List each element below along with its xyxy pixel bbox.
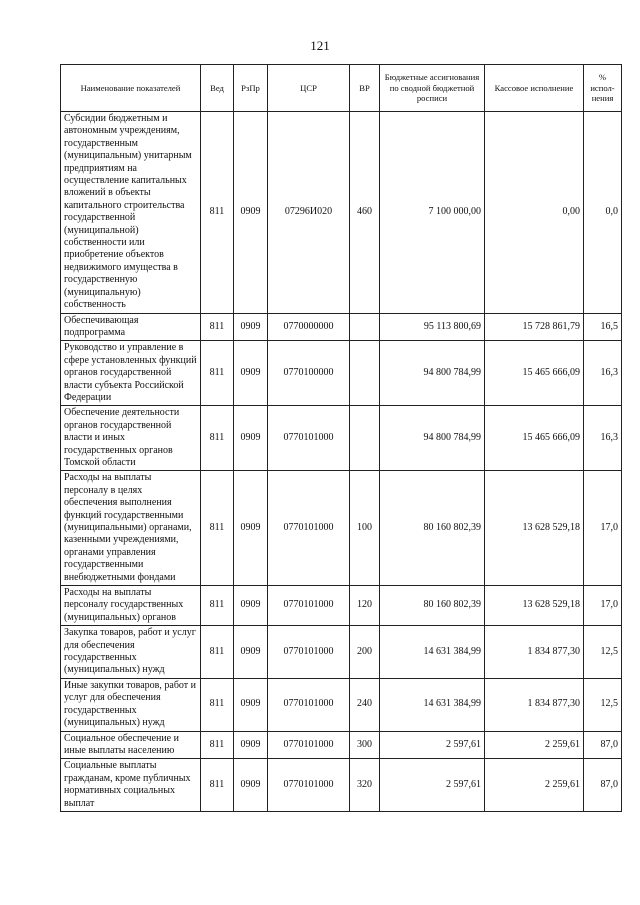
row-name: Расходы на выплаты персоналу государственных (муниципальных) органов (61, 586, 201, 626)
row-vr: 460 (350, 112, 380, 314)
row-rzpr: 0909 (234, 731, 268, 759)
row-csr: 0770101000 (268, 759, 350, 812)
budget-execution-table (60, 64, 622, 812)
row-csr: 0770101000 (268, 678, 350, 731)
row-ved: 811 (201, 313, 234, 341)
table-row (61, 471, 622, 586)
row-rzpr: 0909 (234, 471, 268, 586)
row-csr: 0770000000 (268, 313, 350, 341)
row-budget: 94 800 784,99 (380, 341, 485, 406)
table-row (61, 626, 622, 679)
row-execution: 15 465 666,09 (485, 341, 584, 406)
row-rzpr: 0909 (234, 678, 268, 731)
row-ved: 811 (201, 471, 234, 586)
table-row (61, 586, 622, 626)
col-header-rzpr: РзПр (234, 65, 268, 112)
table-row (61, 406, 622, 471)
row-csr: 0770101000 (268, 471, 350, 586)
row-csr: 0770101000 (268, 626, 350, 679)
row-execution: 15 728 861,79 (485, 313, 584, 341)
row-name: Обеспечивающая подпрограмма (61, 313, 201, 341)
row-percent: 16,3 (584, 406, 622, 471)
row-ved: 811 (201, 678, 234, 731)
row-name: Расходы на выплаты персоналу в целях обеспечения выполнения функций государственными (муниципальными) органами, казенными учреждениями, органами управления государственными внебюджетными фондами (61, 471, 201, 586)
row-budget: 94 800 784,99 (380, 406, 485, 471)
row-vr (350, 341, 380, 406)
row-csr: 0770101000 (268, 406, 350, 471)
row-ved: 811 (201, 586, 234, 626)
row-budget: 14 631 384,99 (380, 678, 485, 731)
row-csr: 0770100000 (268, 341, 350, 406)
row-vr: 200 (350, 626, 380, 679)
table-header-row (61, 65, 622, 112)
row-csr: 0770101000 (268, 586, 350, 626)
row-name: Субсидии бюджетным и автономным учреждениям, государственным (муниципальным) унитарным предприятиям на осуществление капитальных вложений в объекты капитального строительства государственной (муниципальной) собственности или приобретение объектов недвижимого имущества в государственную (муниципальную) собственность (61, 112, 201, 314)
col-header-vr: ВР (350, 65, 380, 112)
row-rzpr: 0909 (234, 759, 268, 812)
row-vr: 300 (350, 731, 380, 759)
row-execution: 2 259,61 (485, 731, 584, 759)
table-row (61, 759, 622, 812)
row-budget: 95 113 800,69 (380, 313, 485, 341)
table-row (61, 313, 622, 341)
row-vr: 240 (350, 678, 380, 731)
row-name: Закупка товаров, работ и услуг для обеспечения государственных (муниципальных) нужд (61, 626, 201, 679)
row-budget: 80 160 802,39 (380, 471, 485, 586)
table-row (61, 112, 622, 314)
row-percent: 87,0 (584, 731, 622, 759)
row-percent: 0,0 (584, 112, 622, 314)
row-execution: 13 628 529,18 (485, 586, 584, 626)
row-execution: 13 628 529,18 (485, 471, 584, 586)
row-percent: 17,0 (584, 471, 622, 586)
row-budget: 7 100 000,00 (380, 112, 485, 314)
col-header-percent: % испол-нения (584, 65, 622, 112)
row-name: Социальное обеспечение и иные выплаты населению (61, 731, 201, 759)
row-vr: 100 (350, 471, 380, 586)
row-percent: 12,5 (584, 678, 622, 731)
col-header-csr: ЦСР (268, 65, 350, 112)
row-budget: 2 597,61 (380, 731, 485, 759)
col-header-execution: Кассовое исполнение (485, 65, 584, 112)
row-rzpr: 0909 (234, 313, 268, 341)
row-ved: 811 (201, 626, 234, 679)
row-rzpr: 0909 (234, 586, 268, 626)
row-name: Социальные выплаты гражданам, кроме публичных нормативных социальных выплат (61, 759, 201, 812)
row-ved: 811 (201, 406, 234, 471)
row-rzpr: 0909 (234, 341, 268, 406)
row-percent: 12,5 (584, 626, 622, 679)
row-budget: 14 631 384,99 (380, 626, 485, 679)
row-name: Обеспечение деятельности органов государственной власти и иных государственных органов Томской области (61, 406, 201, 471)
row-vr (350, 313, 380, 341)
row-execution: 0,00 (485, 112, 584, 314)
table-row (61, 731, 622, 759)
table-row (61, 678, 622, 731)
table-row (61, 341, 622, 406)
row-rzpr: 0909 (234, 626, 268, 679)
row-ved: 811 (201, 731, 234, 759)
row-rzpr: 0909 (234, 112, 268, 314)
row-percent: 17,0 (584, 586, 622, 626)
col-header-name: Наименование показателей (61, 65, 201, 112)
row-vr (350, 406, 380, 471)
row-vr: 120 (350, 586, 380, 626)
row-ved: 811 (201, 759, 234, 812)
row-ved: 811 (201, 341, 234, 406)
row-execution: 2 259,61 (485, 759, 584, 812)
row-name: Иные закупки товаров, работ и услуг для обеспечения государственных (муниципальных) нужд (61, 678, 201, 731)
row-percent: 16,3 (584, 341, 622, 406)
page-number: 121 (310, 38, 330, 53)
row-name: Руководство и управление в сфере установленных функций органов государственной власти субъекта Российской Федерации (61, 341, 201, 406)
row-csr: 0770101000 (268, 731, 350, 759)
col-header-ved: Вед (201, 65, 234, 112)
row-execution: 1 834 877,30 (485, 678, 584, 731)
row-csr: 07296И020 (268, 112, 350, 314)
col-header-budget: Бюджетные ассигнования по сводной бюджетной росписи (380, 65, 485, 112)
row-percent: 16,5 (584, 313, 622, 341)
row-rzpr: 0909 (234, 406, 268, 471)
row-execution: 15 465 666,09 (485, 406, 584, 471)
row-budget: 80 160 802,39 (380, 586, 485, 626)
row-vr: 320 (350, 759, 380, 812)
row-budget: 2 597,61 (380, 759, 485, 812)
row-percent: 87,0 (584, 759, 622, 812)
row-ved: 811 (201, 112, 234, 314)
row-execution: 1 834 877,30 (485, 626, 584, 679)
